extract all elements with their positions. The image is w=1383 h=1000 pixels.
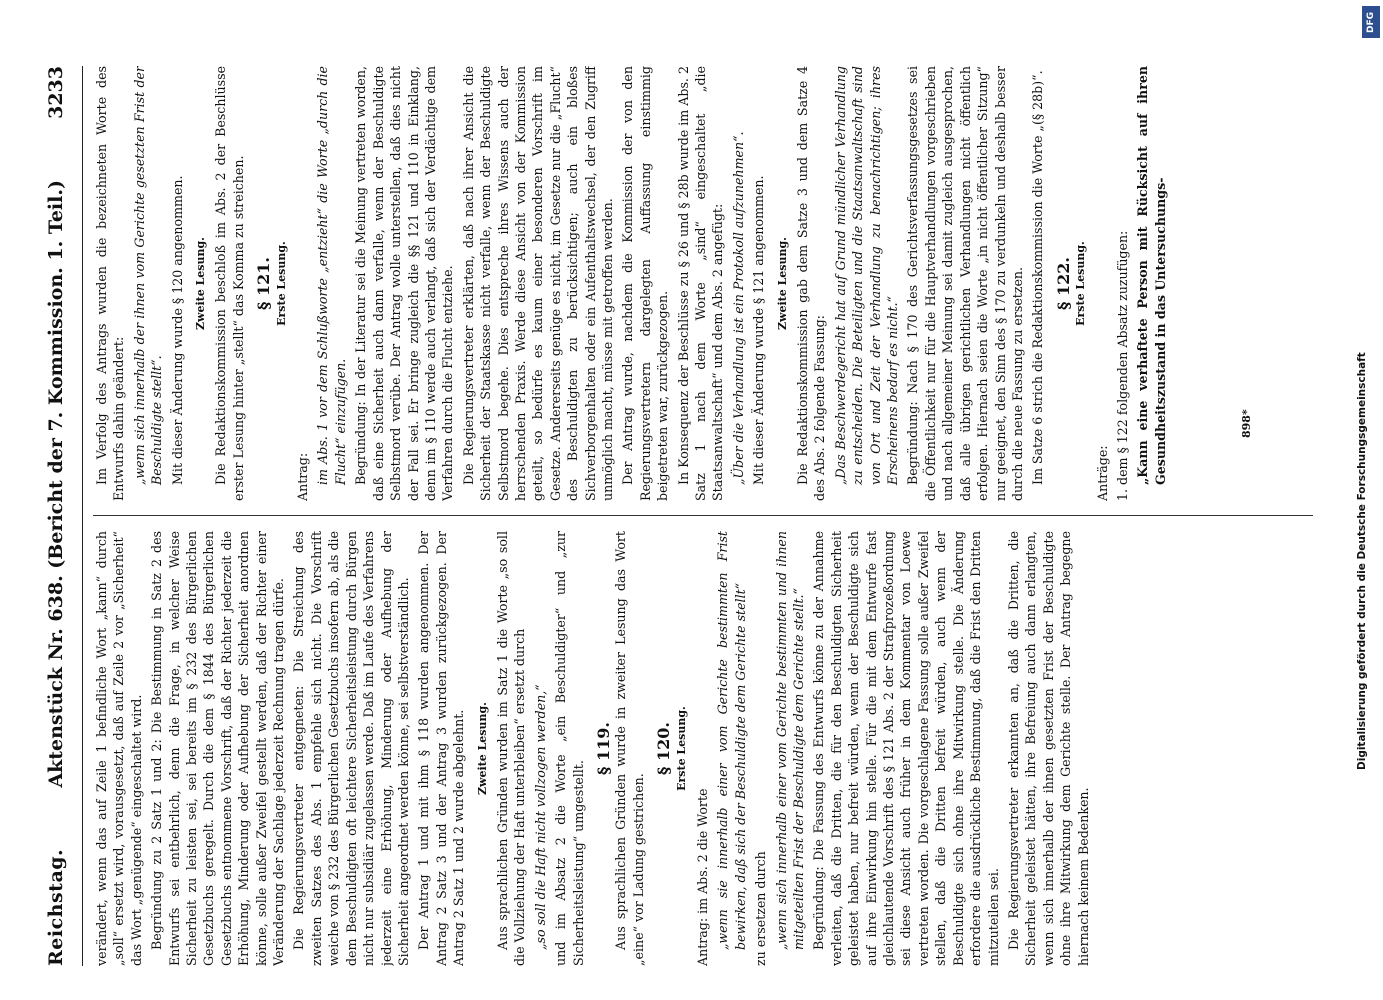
quoted-text: „wenn sich innerhalb der ihnen vom Gerichte gesetzten Frist der Beschuldigte stellt“. [131,66,165,485]
paragraph: 1. dem § 122 folgenden Absatz zuzufügen: [1114,230,1130,501]
paragraph: Die Redaktionskommission gab dem Satze 3 und dem Satze 4 des Abs. 2 folgende Fassung: [795,66,828,501]
section-heading: § 121. [254,257,274,310]
rotated-page [45,66,1335,966]
reading-heading: Zweite Lesung. [194,236,208,331]
quoted-text: „wenn sie innerhalb einer vom Gerichte bestimmten Frist bewirken, daß sich der Beschuldigte dem Gerichte stellt“ [715,531,748,950]
dfg-logo: DFG [1362,6,1380,38]
paragraph: Im Verfolg des Antrags wurden die bezeichneten Worte des Entwurfs dahin geändert: [94,66,127,501]
section-heading: § 119. [593,722,613,775]
header-left: Reichstag. [45,848,67,966]
page-number: 3233 [45,66,67,119]
column-divider [93,515,1313,516]
quoted-text: „so soll die Haft nicht vollzogen werden,“ [532,684,548,950]
quoted-text: „wenn sich innerhalb einer vom Gerichte bestimmten und ihnen mitgeteilten Frist der Beschuldigte dem Gerichte stellt.“ [773,531,807,950]
paragraph: Die Regierungsvertreter entgegneten: Die Streichung des zweiten Satzes des Abs. 1 empfehle sich nicht. Die Vorschrift weiche von § 232 des Bürgerlichen Gesetzbuchs insofern ab, als die dem Beschuldigten oft leichtere Sicherheitsleistung durch Bürgen nicht nur subsidiär zugelassen werde. Daß im Laufe des Verfahrens jederzeit eine Erhöhung, Minderung oder Aufhebung der Sicherheit angeordnet werden könne, sei selbstverständlich. [291,531,411,966]
reading-heading: Zweite Lesung. [775,236,789,331]
digitization-note: Digitalisierung gefördert durch die Deutsche Forschungsgemeinschaft [1356,352,1368,770]
reading-heading: Erste Lesung. [674,706,688,791]
paragraph: verändert, wenn das auf Zeile 1 befindliche Wort „kann“ durch „soll“ ersetzt wird, vorausgesetzt, daß auf Zeile 2 vor „Sicherheit“ das Wort „genügende“ eingeschaltet wird. [94,531,144,966]
paragraph: Die Regierungsvertreter erklärten, daß nach ihrer Ansicht die Sicherheit der Staatskasse nicht verfalle, wenn der Beschuldigte Selbstmord begehe. Dies entspreche ihres Wissens auch der herrschenden Praxis. Werde diese Ansicht von der Kommission geteilt, so bedürfe es kaum einer besonderen Vorschrift im Gesetze. Andererseits genüge es nicht, im Gesetze nur die „Flucht“ des Beschuldigten zu berücksichtigen; auch ein bloßes Sichverborgenhalten oder ein Aufenthaltswechsel, der den Zugriff unmöglich macht, müsse mit getroffen werden. [460,66,615,501]
paragraph: Der Antrag wurde, nachdem die Kommission der von den Regierungsvertretern dargelegten Auffassung einstimmig beigetreten war, zurückgezogen. [620,66,671,501]
paragraph: Mit dieser Änderung wurde § 120 angenommen. [169,175,185,485]
paragraph: In Konsequenz der Beschlüsse zu § 26 und § 28b wurde im Abs. 2 Satz 1 nach dem Worte „sind“ eingeschaltet „die Staatsanwaltschaft“ und dem Abs. 2 angefügt: [675,66,726,501]
reading-heading: Erste Lesung. [1074,241,1088,326]
paragraph: Begründung zu 2 Satz 1 und 2: Die Bestimmung in Satz 2 des Entwurfs sei entbehrlich, denn die Frage, in welcher Weise Sicherheit zu leisten sei, sei bereits im § 232 des Bürgerlichen Gesetzbuchs geregelt. Durch die dem § 1844 des Bürgerlichen Gesetzbuchs entnommene Vorschrift, daß der Richter jederzeit die Erhöhung, Minderung oder Aufhebung der Sicherheit anordnen könne, solle außer Zweifel gestellt werden, daß der Richter einer Veränderung der Sachlage jederzeit Rechnung tragen dürfe. [149,531,287,966]
quoted-text: „Das Beschwerdegericht hat auf Grund mündlicher Verhandlung zu entscheiden. Die Beteiligten und die Staatsanwaltschaft sind von Ort und Zeit der Verhandlung zu benachrichtigen; ihres Erscheinens bedarf es nicht.“ [832,66,901,485]
paragraph: Antrag: [295,452,311,501]
paragraph: Mit dieser Änderung wurde § 121 angenommen. [751,175,767,485]
page-header [45,66,83,966]
right-column [93,66,1323,501]
header-center: Aktenstück Nr. 638. (Bericht der 7. Kommission. 1. Teil.) [45,180,67,788]
paragraph: Antrag: im Abs. 2 die Worte [695,788,710,966]
paragraph: Die Redaktionskommission beschloß im Abs. 2 der Beschlüsse erster Lesung hinter „stellt“ das Komma zu streichen. [213,66,246,501]
paragraph: Anträge: [1094,445,1110,501]
section-heading: § 120. [654,722,674,775]
section-heading: § 122. [1053,257,1073,310]
quoted-text: „Kann eine verhaftete Person mit Rücksicht auf ihren Gesundheitszustand in das Untersuchungs- [1135,66,1168,485]
left-column [93,531,1323,966]
paragraph: Begründung: In der Literatur sei die Meinung vertreten worden, daß eine Sicherheit auch dann verfalle, wenn der Beschuldigte Selbstmord verübe. Der Antrag wolle unterstellen, daß dies nicht der Fall sei. Er bringe zugleich die §§ 121 und 110 in Einklang, denn im § 110 werde auch verlangt, daß sich der Verdächtige dem Verfahren durch die Flucht entziehe. [353,66,456,501]
reading-heading: Erste Lesung. [274,241,288,326]
paragraph: und im Absatz 2 die Worte „ein Beschuldigter“ und „zur Sicherheitsleistung“ umgestellt. [553,531,586,966]
reading-heading: Zweite Lesung. [475,701,489,796]
paragraph: Im Satze 6 strich die Redaktionskommission die Worte „(§ 28b)“. [1030,70,1046,485]
paragraph: Begründung: Die Fassung des Entwurfs könne zu der Annahme verleiten, daß die Dritten, die für den Beschuldigten Sicherheit geleistet haben, nur befreit würden, wenn der Beschuldigte sich auf ihre Einwirkung hin stelle. Für die mit dem Entwurfe fast gleichlautende Vorschrift des § 121 Abs. 2 der Strafprozeßordnung sei diese Ansicht auch früher in dem Kommentar von Loewe vertreten worden. Die vorgeschlagene Fassung solle außer Zweifel stellen, daß die Dritten befreit würden, auch wenn der Beschuldigte sich ohne ihre Mitwirkung stelle. Die Änderung erfordere die ausdrückliche Bestimmung, daß die Frist den Dritten mitzuteilen sei. [811,531,1001,966]
paragraph: Die Regierungsvertreter erkannten an, daß die Dritten, die Sicherheit geleistet hätten, ihre Befreiung auch dann erlangten, wenn sich innerhalb der ihnen gesetzten Frist der Beschuldigte ohne ihre Mitwirkung dem Gerichte stelle. Der Antrag begegne hiernach keinem Bedenken. [1005,531,1091,966]
quoted-text: „Über die Verhandlung ist ein Protokoll aufzunehmen“. [730,131,746,485]
paragraph: zu ersetzen durch [753,851,769,966]
quoted-text: im Abs. 1 vor dem Schlußworte „entzieht“ die Worte „durch die Flucht“ einzufügen. [315,66,348,485]
paragraph: Aus sprachlichen Gründen wurden im Satz 1 die Worte „so soll die Vollziehung der Haft unterbleiben“ ersetzt durch [494,531,528,966]
sheet-signature: 898* [1240,409,1253,438]
paragraph: Begründung: Nach § 170 des Gerichtsverfassungsgesetzes sei die Öffentlichkeit nur für die Hauptverhandlungen vorgeschrieben und nach allgemeiner Meinung sei damit zugleich ausgesprochen, daß alle übrigen gerichtlichen Verhandlungen nicht öffentlich erfolgen. Hiernach seien die Worte „in nicht öffentlicher Sitzung“ nur geeignet, den Sinn des § 170 zu verdunkeln und deshalb besser durch die neue Fassung zu ersetzen. [905,66,1025,501]
paragraph: Der Antrag 1 und mit ihm § 118 wurden angenommen. Der Antrag 2 Satz 3 und der Antrag 3 wurden zurückgezogen. Der Antrag 2 Satz 1 und 2 wurde abgelehnt. [416,531,467,966]
paragraph: Aus sprachlichen Gründen wurde in zweiter Lesung das Wort „eine“ vor Ladung gestrichen. [613,531,646,966]
